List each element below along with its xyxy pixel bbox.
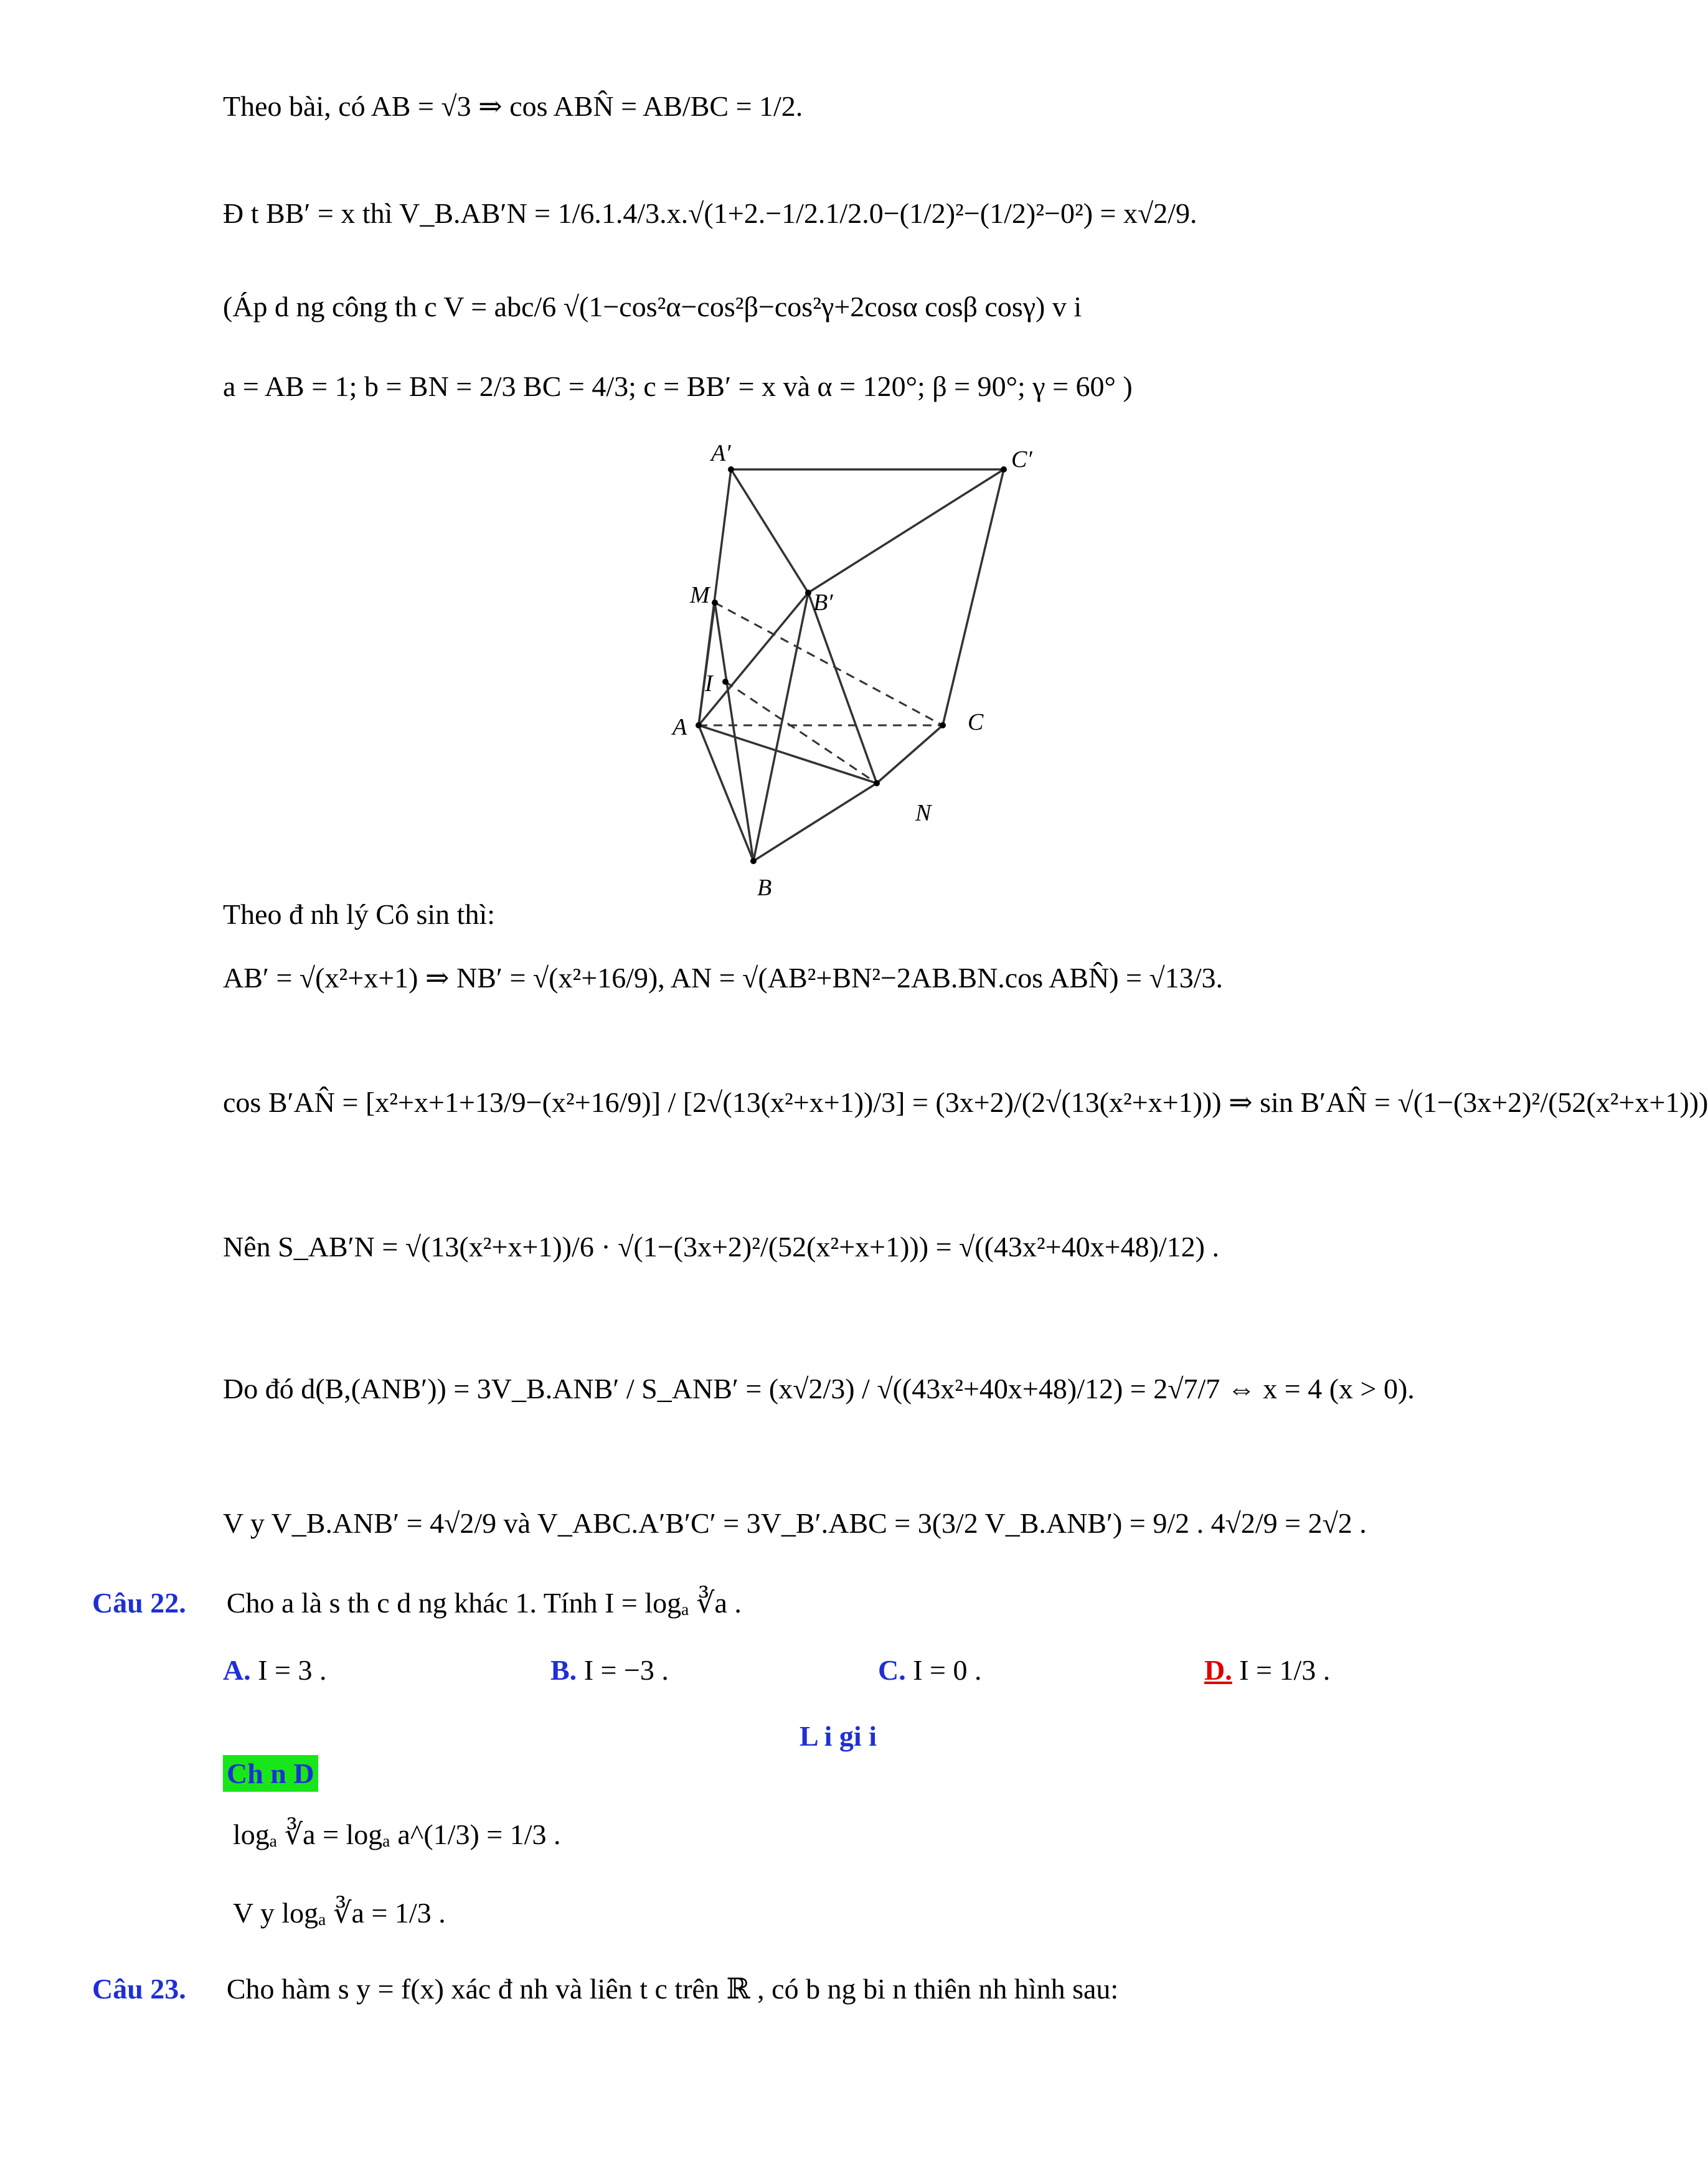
text-line-7: cos B′AN̂ = [x²+x+1+13/9−(x²+16/9)] / [2√(13(x²+x+1))/3] = (3x+2)/(2√(13(x²+x+1))) ⇒ sin B′AN̂ = √(1−(3x+2)²/(52(x²+x+1))) (223, 1086, 1708, 1118)
label-A: A (672, 714, 687, 740)
text-line-10: V y V_B.ANB′ = 4√2/9 và V_ABC.A′B′C′ = 3V_B′.ABC = 3(3/2 V_B.ANB′) = 9/2 . 4√2/9 = 2√2 . (223, 1507, 1367, 1539)
option-a (223, 1656, 327, 1685)
option-a-letter: A. (223, 1654, 251, 1686)
solution-line-2: V y logₐ ∛a = 1/3 . (233, 1897, 446, 1929)
question-22-text: Cho a là s th c d ng khác 1. Tính I = logₐ ∛a . (226, 1587, 742, 1619)
chosen-answer-label: Ch n D (223, 1755, 318, 1792)
text-line-2: Đ t BB′ = x thì V_B.AB′N = 1/6.1.4/3.x.√(1+2.−1/2.1/2.0−(1/2)²−(1/2)²−0²) = x√2/9. (223, 197, 1197, 229)
option-b-text: I = −3 . (583, 1654, 669, 1686)
prism-figure (635, 430, 1083, 903)
option-d-letter: D. (1204, 1654, 1232, 1686)
option-c-text: I = 0 . (913, 1654, 982, 1686)
label-N: N (915, 800, 932, 826)
solution-line-1: logₐ ∛a = logₐ a^(1/3) = 1/3 . (233, 1819, 561, 1850)
text-line-5: Theo đ nh lý Cô sin thì: (223, 898, 495, 930)
solution-heading: L i gi i (800, 1720, 877, 1752)
question-23-number: Câu 23. (92, 1973, 186, 2005)
text-line-6: AB′ = √(x²+x+1) ⇒ NB′ = √(x²+16/9), AN = √(AB²+BN²−2AB.BN.cos ABN̂) = √13/3. (223, 962, 1223, 994)
label-C-prime: C′ (1011, 446, 1032, 473)
option-c (878, 1656, 982, 1685)
label-B-prime: B′ (813, 590, 833, 616)
option-b-letter: B. (550, 1654, 577, 1686)
text-line-1: Theo bài, có AB = √3 ⇒ cos ABN̂ = AB/BC = 1/2. (223, 90, 803, 122)
option-d (1204, 1656, 1330, 1685)
text-line-3: (Áp d ng công th c V = abc/6 √(1−cos²α−cos²β−cos²γ+2cosα cosβ cosγ) v i (223, 291, 1082, 322)
text-line-4: a = AB = 1; b = BN = 2/3 BC = 4/3; c = BB′ = x và α = 120°; β = 90°; γ = 60° ) (223, 370, 1133, 402)
option-c-letter: C. (878, 1654, 906, 1686)
question-23-text: Cho hàm s y = f(x) xác đ nh và liên t c trên ℝ , có b ng bi n thiên nh hình sau: (226, 1973, 1119, 2005)
option-a-text: I = 3 . (258, 1654, 327, 1686)
label-B: B (757, 875, 772, 901)
option-d-text: I = 1/3 . (1239, 1654, 1331, 1686)
text-line-8: Nên S_AB′N = √(13(x²+x+1))/6 · √(1−(3x+2)²/(52(x²+x+1))) = √((43x²+40x+48)/12) . (223, 1231, 1219, 1263)
label-C: C (968, 709, 984, 735)
chosen-answer (223, 1759, 318, 1788)
question-22 (92, 1589, 742, 1617)
label-M: M (690, 582, 710, 608)
question-23 (92, 1975, 1118, 2003)
question-22-number: Câu 22. (92, 1587, 186, 1619)
label-A-prime: A′ (711, 440, 731, 466)
label-I: I (705, 671, 713, 697)
text-line-9: Do đó d(B,(ANB′)) = 3V_B.ANB′ / S_ANB′ = (x√2/3) / √((43x²+40x+48)/12) = 2√7/7 ⇔ x = 4 (x > 0). (223, 1373, 1415, 1405)
option-b (550, 1656, 669, 1685)
